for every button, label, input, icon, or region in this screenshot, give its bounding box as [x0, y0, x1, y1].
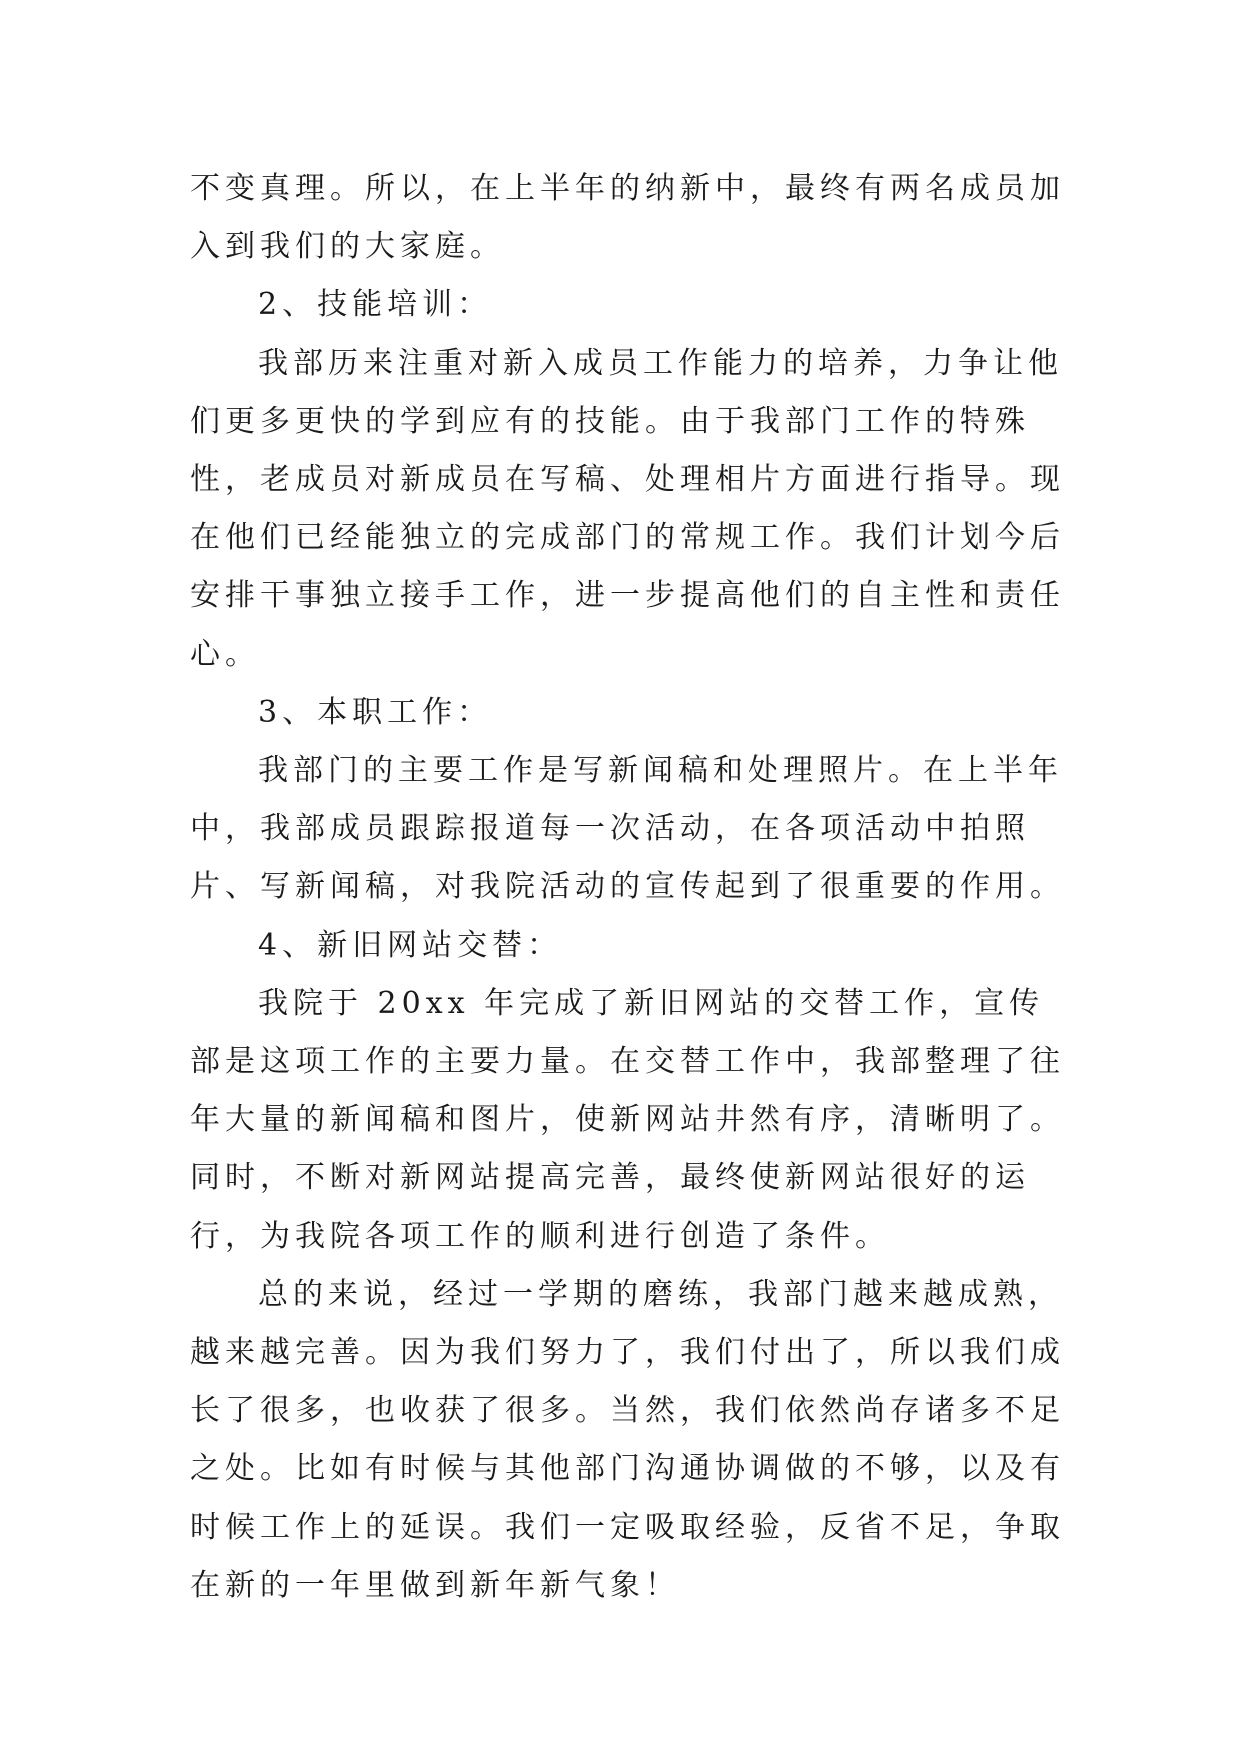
paragraph-continued: 不变真理。所以，在上半年的纳新中，最终有两名成员加入到我们的大家庭。: [190, 171, 1065, 265]
section-heading-core-work: 3、本职工作：: [258, 694, 493, 730]
paragraph-summary: 总的来说，经过一学期的磨练，我部门越来越成熟，越来越完善。因为我们努力了，我们付出了，所以我们成长了很多，也收获了很多。当然，我们依然尚存诸多不足之处。比如有时候与其他部门沟通协调做的不够，以及有时候工作上的延误。我们一定吸取经验，反省不足，争取在新的一年里做到新年新气象！: [190, 1276, 1065, 1603]
paragraph-website-transition: 我院于 20xx 年完成了新旧网站的交替工作，宣传部是这项工作的主要力量。在交替工作中，我部整理了往年大量的新闻稿和图片，使新网站井然有序，清晰明了。同时，不断对新网站提高完善，最终使新网站很好的运行，为我院各项工作的顺利进行创造了条件。: [190, 985, 1065, 1254]
document-body: [190, 160, 1070, 1615]
section-heading-website-transition: 4、新旧网站交替：: [258, 927, 563, 963]
paragraph-skill-training: 我部历来注重对新入成员工作能力的培养，力争让他们更多更快的学到应有的技能。由于我部门工作的特殊性，老成员对新成员在写稿、处理相片方面进行指导。现在他们已经能独立的完成部门的常规工作。我们计划今后安排干事独立接手工作，进一步提高他们的自主性和责任心。: [190, 345, 1065, 672]
section-heading-skill-training: 2、技能培训：: [258, 287, 493, 323]
paragraph-core-work: 我部门的主要工作是写新闻稿和处理照片。在上半年中，我部成员跟踪报道每一次活动，在各项活动中拍照片、写新闻稿，对我院活动的宣传起到了很重要的作用。: [190, 753, 1065, 905]
